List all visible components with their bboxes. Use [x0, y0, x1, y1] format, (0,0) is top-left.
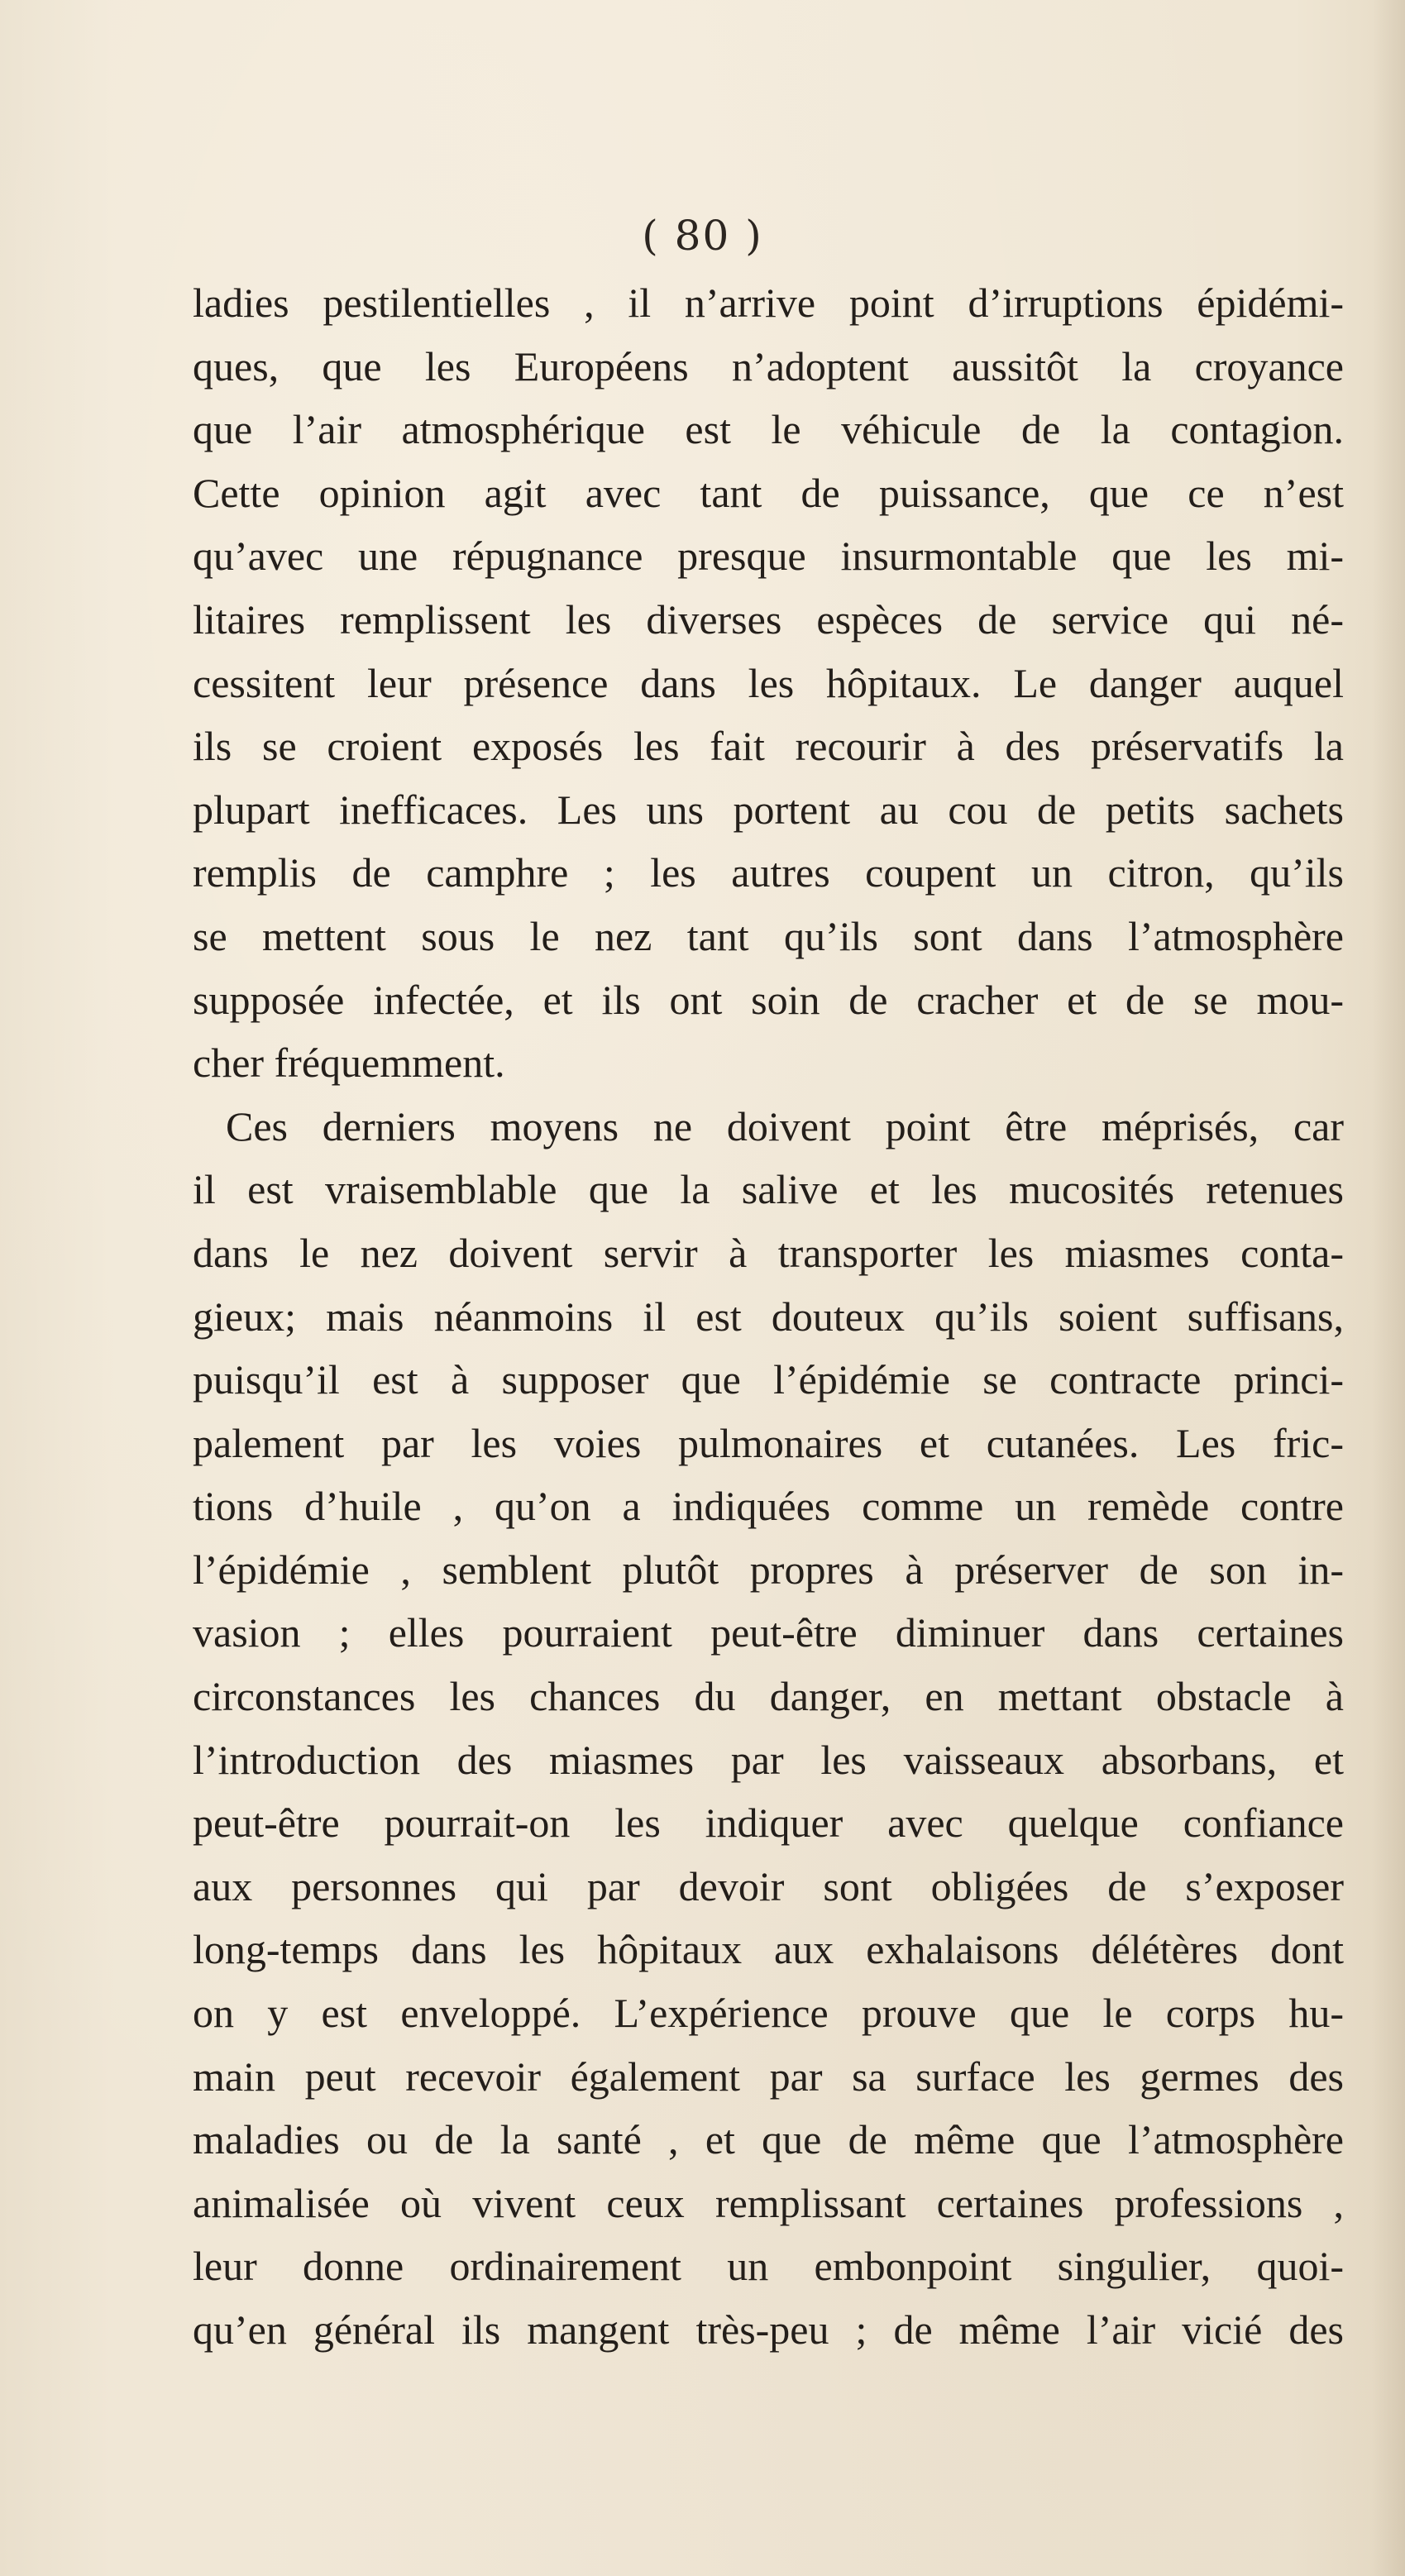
text-line: il est vraisemblable que la salive et les mucosités retenues	[193, 1166, 1344, 1213]
text-line: main peut recevoir également par sa surface les germes des	[193, 2053, 1344, 2100]
paragraph-start-line: Ces derniers moyens ne doivent point être méprisés, car	[226, 1102, 1344, 1149]
paragraph-end-line: cher fréquemment.	[193, 1039, 505, 1087]
text-line: l’introduction des miasmes par les vaisseaux absorbans, et	[193, 1736, 1344, 1783]
text-line: gieux; mais néanmoins il est douteux qu’ils soient suffisans,	[193, 1293, 1344, 1340]
text-line: animalisée où vivent ceux remplissant certaines professions ,	[193, 2179, 1344, 2226]
text-line: remplis de camphre ; les autres coupent un citron, qu’ils	[193, 849, 1344, 896]
text-line: leur donne ordinairement un embonpoint singulier, quoi-	[193, 2243, 1344, 2290]
text-line: aux personnes qui par devoir sont obligées de s’exposer	[193, 1862, 1344, 1909]
text-line: que l’air atmosphérique est le véhicule de la contagion.	[193, 406, 1344, 453]
text-line: se mettent sous le nez tant qu’ils sont dans l’atmosphère	[193, 912, 1344, 959]
text-line: long-temps dans les hôpitaux aux exhalaisons délétères dont	[193, 1926, 1344, 1973]
text-line: cessitent leur présence dans les hôpitaux. Le danger auquel	[193, 659, 1344, 706]
text-line: plupart inefficaces. Les uns portent au cou de petits sachets	[193, 786, 1344, 833]
text-line: vasion ; elles pourraient peut-être diminuer dans certaines	[193, 1609, 1344, 1656]
text-line: litaires remplissent les diverses espèces de service qui né-	[193, 595, 1344, 643]
page-number: ( 80 )	[642, 212, 763, 260]
body-text	[193, 271, 1344, 2362]
text-line: peut-être pourrait-on les indiquer avec quelque confiance	[193, 1799, 1344, 1847]
text-line: Cette opinion agit avec tant de puissance, que ce n’est	[193, 469, 1344, 516]
text-line: qu’en général ils mangent très-peu ; de même l’air vicié des	[193, 2306, 1344, 2353]
text-line: ils se croient exposés les fait recourir à des préservatifs la	[193, 723, 1344, 770]
text-line: tions d’huile , qu’on a indiquées comme un remède contre	[193, 1483, 1344, 1530]
text-line: palement par les voies pulmonaires et cutanées. Les fric-	[193, 1419, 1344, 1466]
text-line: puisqu’il est à supposer que l’épidémie se contracte princi-	[193, 1356, 1344, 1403]
text-line: on y est enveloppé. L’expérience prouve que le corps hu-	[193, 1990, 1344, 2037]
text-line: maladies ou de la santé , et que de même que l’atmosphère	[193, 2116, 1344, 2163]
text-line: ladies pestilentielles , il n’arrive point d’irruptions épidémi-	[193, 280, 1344, 326]
page-edge-shadow	[1372, 0, 1405, 2576]
text-line: supposée infectée, et ils ont soin de cracher et de se mou-	[193, 976, 1344, 1023]
text-line: ques, que les Européens n’adoptent aussitôt la croyance	[193, 342, 1344, 390]
text-line: l’épidémie , semblent plutôt propres à préserver de son in-	[193, 1546, 1344, 1593]
text-line: circonstances les chances du danger, en mettant obstacle à	[193, 1673, 1344, 1720]
text-line: qu’avec une répugnance presque insurmontable que les mi-	[193, 533, 1344, 580]
text-line: dans le nez doivent servir à transporter les miasmes conta-	[193, 1229, 1344, 1276]
